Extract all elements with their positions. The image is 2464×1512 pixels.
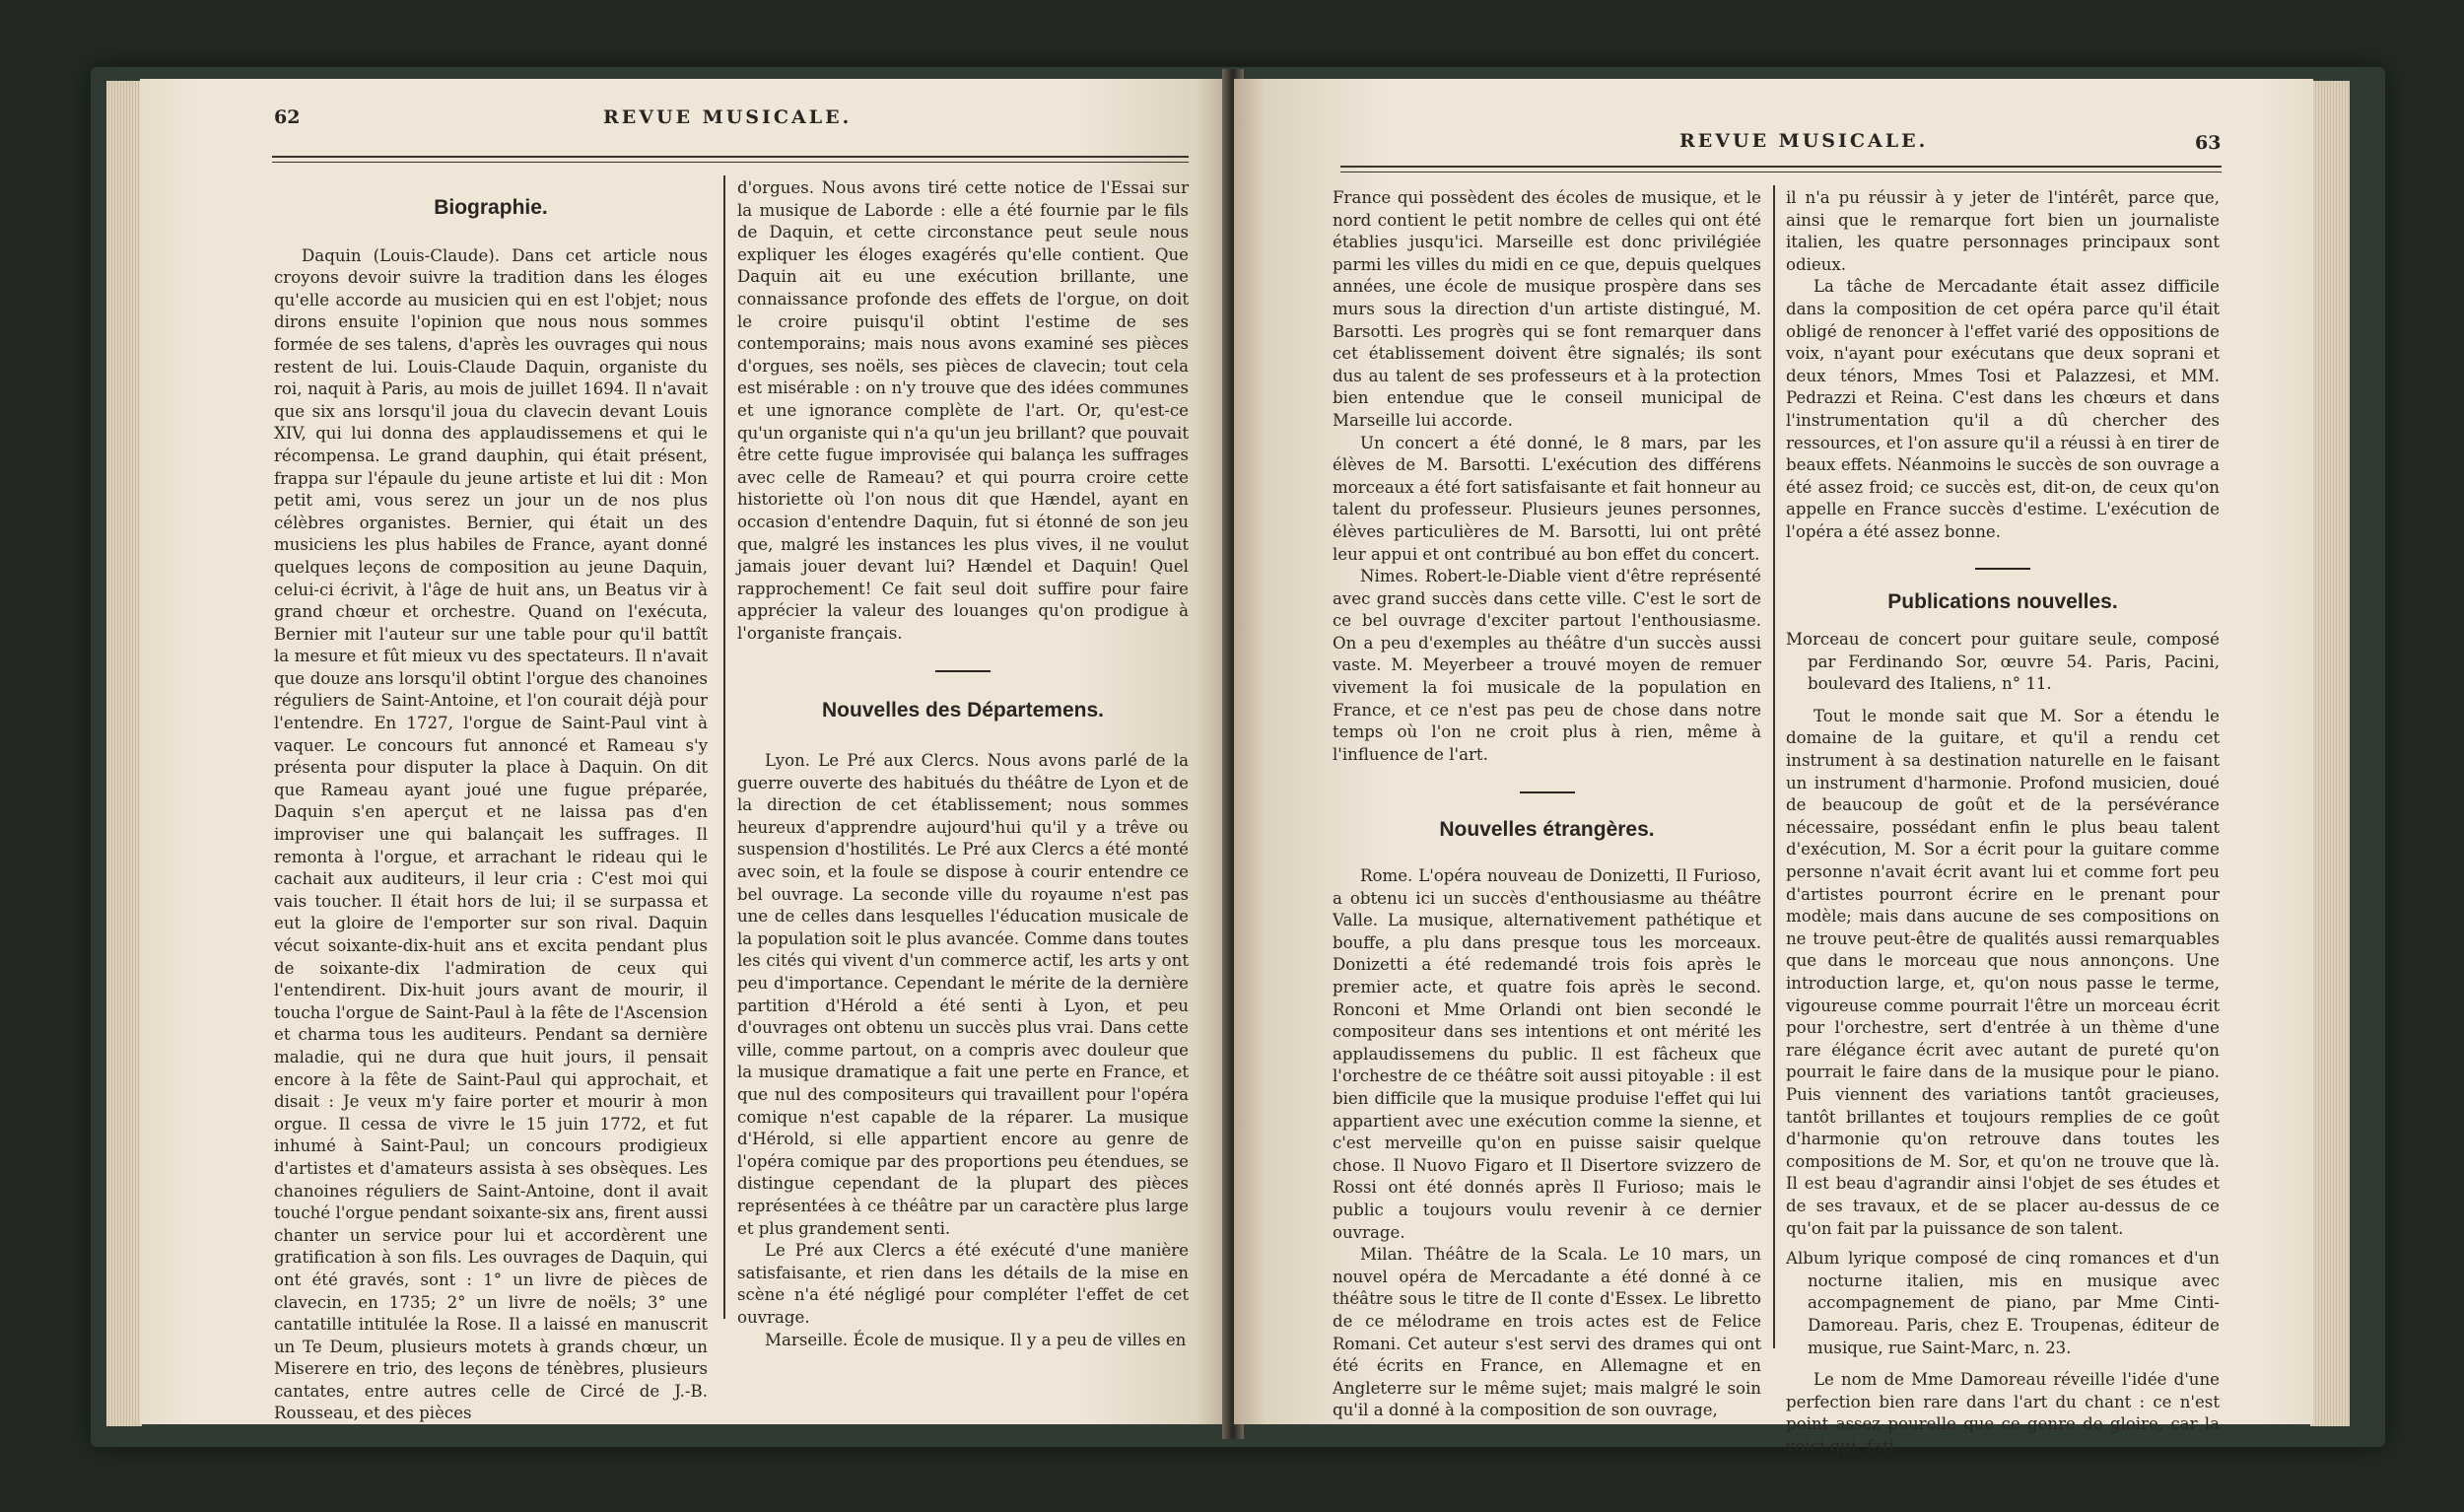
section-heading-etrangeres: Nouvelles étrangères. (1439, 818, 1655, 842)
article-paragraph: Marseille. École de musique. Il y a peu de villes en (765, 1330, 1187, 1349)
left-column-2 (737, 177, 1189, 1351)
article-paragraph: Lyon. Le Pré aux Clercs. Nous avons parlé de la guerre ouverte des habitués du théâtre de Lyon et de la direction de cet établissement; nous sommes heureux d'apprendre aujourd'hui qu'il y a trêve ou suspension d'hostilités. Le Pré aux Clercs a été monté avec soin, et la foule se dispose à courir entendre ce bel ouvrage. La seconde ville du royaume n'est pas une de celles dans lesquelles l'éducation musicale de la population soit le plus avancée. Comme dans toutes les cités qui vivent d'un commerce actif, les arts y ont peu d'importance. Cependant le mérite de la dernière partition d'Hérold a été senti à Lyon, et peu d'ouvrages ont obtenu un succès plus vrai. Dans cette ville, comme partout, on a compris avec douleur que la musique dramatique a fait une perte en France, et que nul des compositeurs qui travaillent pour l'opéra comique n'est capable de la réparer. La musique d'Hérold, si elle appartient encore au genre de l'opéra comique par des proportions peu étendues, se distingue cependant de la plupart des pièces représentées à ce théâtre par un caractère plus large et plus grandement senti. (737, 751, 1190, 1238)
publication-entry: Album lyrique composé de cinq romances et d'un nocturne italien, mis en musique avec accompagnement de piano, par Mme Cinti-Damoreau. Paris, chez E. Troupenas, éditeur de musique, rue Saint-Marc, n. 23. (1786, 1249, 2220, 1357)
article-paragraph: Tout le monde sait que M. Sor a étendu le domaine de la guitare, et qu'il a rendu cet instrument à sa destination naturelle en le faisant un instrument d'harmonie. Profond musicien, doué de beaucoup de goût et de la persévérance nécessaire, possédant enfin le plus beau talent d'exécution, M. Sor a écrit pour la guitare comme personne n'avait écrit avant lui et comme fort peu d'artistes pourront écrire en le prenant pour modèle; mais dans aucune de ses compositions on ne trouve peut-être de qualités aussi remarquables que dans le morceau que nous annonçons. Une introduction large, et, qu'on nous passe le terme, vigoureuse comme pourrait l'être un morceau écrit pour l'orchestre, sert d'entrée à un thème d'une rare élégance écrit avec autant de pureté qu'on pourrait le faire dans de la musique pour le piano. Puis viennent des variations tantôt gracieuses, tantôt brillantes et toujours remplies de ce goût d'harmonie qu'on retrouve dans toutes les compositions de M. Sor, et qu'on ne trouve que là. Il est beau d'agrandir ainsi l'objet de ses études et de ses travaux, et de se placer au-dessus de ce qu'on fait par la puissance de son talent. (1786, 706, 2220, 1238)
left-page (140, 79, 1229, 1424)
article-paragraph: Un concert a été donné, le 8 mars, par les élèves de M. Barsotti. L'exécution des différens morceaux a été fort satisfaisante et fait honneur au talent du professeur. Plusieurs jeunes personnes, élèves particulières de M. Barsotti, lui ont prêté leur appui et ont contribué au bon effet du concert. (1333, 433, 1761, 564)
column-rule (723, 175, 725, 1319)
right-column-2 (1786, 187, 2220, 1458)
column-rule (1773, 185, 1775, 1348)
article-paragraph: Le Pré aux Clercs a été exécuté d'une manière satisfaisante, et rien dans les détails de la mise en scène n'a été négligé pour compléter l'effet de cet ouvrage. (737, 1241, 1189, 1327)
running-head: REVUE MUSICALE. (603, 106, 853, 128)
section-separator (935, 670, 991, 672)
left-page-edges (106, 81, 142, 1426)
page-number: 62 (274, 106, 301, 128)
header-rule (272, 156, 1189, 163)
article-paragraph: Rome. L'opéra nouveau de Donizetti, Il Furioso, a obtenu ici un succès d'enthousiasme au théâtre Valle. La musique, alternativement pathétique et bouffe, a plu dans presque tous les morceaux. Donizetti a été redemandé trois fois après le premier acte, et quatre fois après le second. Ronconi et Mme Orlandi ont bien secondé le compositeur dans ses intentions et ont mérité les applaudissemens du public. Il est fâcheux que l'orchestre de ce théâtre soit aussi pitoyable : il est bien difficile que la musique produise l'effet qui lui appartient avec une exécution comme la sienne, et c'est merveille qu'on en puisse saisir quelque chose. Il Nuovo Figaro et Il Disertore svizzero de Rossi ont été donnés après Il Furioso; mais le public a toujours voulu revenir à ce dernier ouvrage. (1333, 866, 1761, 1242)
section-separator (1520, 791, 1575, 793)
right-page (1234, 79, 2313, 1456)
article-paragraph: La tâche de Mercadante était assez difficile dans la composition de cet opéra parce qu'il était obligé de renoncer à l'effet varié des oppositions de voix, n'ayant pour exécutans que deux soprani et deux ténors, Mmes Tosi et Palazzesi, et MM. Pedrazzi et Reina. C'est dans les chœurs et dans l'instrumentation qu'il a dû chercher des ressources, et l'on assure qu'il a réussi à en tirer de beaux effets. Néanmoins le succès de son ouvrage a été assez froid; ce succès est, dit-on, de ceux qu'on appelle en France succès d'estime. L'exécution de l'opéra a été assez bonne. (1786, 277, 2220, 541)
header-rule (1340, 166, 2222, 172)
page-number: 63 (2195, 132, 2222, 154)
running-head: REVUE MUSICALE. (1679, 130, 1929, 152)
section-heading-publications: Publications nouvelles. (1887, 589, 2118, 613)
article-paragraph: France qui possèdent des écoles de musique, et le nord contient le petit nombre de celles qui ont été établies jusqu'ici. Marseille est donc privilégiée parmi les villes du midi en ce que, depuis quelques années, une école de musique prospère dans ses murs sous la direction d'un artiste distingué, M. Barsotti. Les progrès qui se font remarquer dans cet établissement doivent être signalés; ils sont dus au talent de ses professeurs et à la protection bien entendue que le conseil municipal de Marseille lui accorde. (1333, 188, 1761, 430)
right-page-edges (2310, 81, 2350, 1426)
article-paragraph: d'orgues. Nous avons tiré cette notice de l'Essai sur la musique de Laborde : elle a été fournie par le fils de Daquin, et cette circonstance peut seule nous expliquer les éloges exagérés qu'elle contient. Que Daquin ait eu une exécution brillante, une connaissance profonde des effets de l'orgue, on doit le croire puisqu'il obtint l'estime de ses contemporains; mais nous avons examiné ses pièces d'orgues, ses noëls, ses pièces de clavecin; tout cela est misérable : on n'y trouve que des idées communes et une ignorance complète de l'art. Or, qu'est-ce qu'un organiste qui n'a qu'un jeu brillant? que pouvait être cette fugue improvisée qui balança les suffrages avec celle de Rameau? et qui pourra croire cette historiette où l'on nous dit que Hændel, ayant en occasion d'entendre Daquin, fut si étonné de son jeu que, malgré les instances les plus vives, il ne voulut jamais jouer devant lui? Hændel et Daquin! Quel rapprochement! Ce fait seul doit suffire pour faire apprécier la valeur des louanges qu'on prodigue à l'organiste français. (737, 178, 1189, 643)
article-paragraph: Daquin (Louis-Claude). Dans cet article nous croyons devoir suivre la tradition dans les éloges qu'elle accorde au musicien qui en est l'objet; nous dirons ensuite l'opinion que nous nous sommes formée de ses talens, d'après les ouvrages qui nous restent de lui. Louis-Claude Daquin, organiste du roi, naquit à Paris, au mois de juillet 1694. Il n'avait que six ans lorsqu'il joua du clavecin devant Louis XIV, qui lui donna des applaudissemens et qui le récompensa. Le grand dauphin, qui était présent, frappa sur l'épaule du jeune artiste et lui dit : Mon petit ami, vous serez un jour un de nos plus célèbres organistes. Bernier, qui était un des musiciens les plus habiles de France, ayant donné quelques leçons de composition au jeune Daquin, celui-ci écrivit, à l'âge de huit ans, un Beatus vir à grand chœur et orchestre. Quand on l'exécuta, Bernier mit l'auteur sur une table pour qu'il battît la mesure et fût mieux vu des spectateurs. Il n'avait que douze ans lorsqu'il obtint l'orgue des chanoines réguliers de Saint-Antoine, et l'on courait déjà pour l'entendre. En 1727, l'orgue de Saint-Paul vint à vaquer. Le concours fut annoncé et Rameau s'y présenta pour disputer la place à Daquin. On dit que Rameau ayant joué une fugue préparée, Daquin s'en aperçut et ne laissa pas d'en improviser une qui balançait les suffrages. Il remonta à l'orgue, et arrachant le rideau qui le cachait aux auditeurs, il leur cria : C'est moi qui vais toucher. Il était hors de lui; il se surpassa et eut la gloire de l'emporter sur son rival. Daquin vécut soixante-dix-huit ans et excita pendant plus de soixante-dix l'admiration de ceux qui l'entendirent. Dix-huit jours avant de mourir, il toucha l'orgue de Saint-Paul à la fête de l'Ascension et charma tous les auditeurs. Pendant sa dernière maladie, qui ne dura que huit jours, il pensait encore à la fête de Saint-Paul qui approchait, et disait : Je veux m'y faire porter et mourir à mon orgue. Il cessa de vivre le 15 juin 1772, et fut inhumé à Saint-Paul; un concours prodigieux d'artistes et d'amateurs assista à ses obsèques. Les chanoines réguliers de Saint-Antoine, dont il avait touché l'orgue pendant soixante-six ans, firent aussi chanter un service pour lui et accordèrent une gratification à son fils. Les ouvrages de Daquin, qui ont été gravés, sont : 1° un livre de pièces de clavecin, en 1735; 2° un livre de noëls; 3° une cantatille intitulée la Rose. Il a laissé en manuscrit un Te Deum, plusieurs motets à grands chœur, un Miserere en trio, des leçons de ténèbres, plusieurs cantates, entre autres celle de Circé de J.-B. Rousseau, et des pièces (274, 245, 708, 1423)
article-paragraph: il n'a pu réussir à y jeter de l'intérêt, parce que, ainsi que le remarque fort bien un journaliste italien, les quatre personnages principaux sont odieux. (1786, 188, 2220, 274)
right-column-1 (1333, 187, 1761, 1422)
article-paragraph: Nimes. Robert-le-Diable vient d'être représenté avec grand succès dans cette ville. C'est le sort de ce bel ouvrage d'exciter partout l'enthousiasme. On a peu d'exemples au théâtre d'un succès aussi vaste. M. Meyerbeer a trouvé moyen de remuer vivement la foi musicale de la population en France, et ce n'est pas peu de chose dans notre temps où l'on ne croit plus à rien, même à l'influence de l'art. (1333, 567, 1761, 764)
article-paragraph: Le nom de Mme Damoreau réveille l'idée d'une perfection bien rare dans l'art du chant : ce n'est point assez pourelle que ce genre de gloire, car la voici qui, fati- (1786, 1370, 2220, 1456)
section-heading-departemens: Nouvelles des Départemens. (822, 699, 1104, 722)
section-separator (1975, 568, 2030, 570)
section-heading-biographie: Biographie. (434, 196, 548, 219)
publication-entry: Morceau de concert pour guitare seule, composé par Ferdinando Sor, œuvre 54. Paris, Pacini, boulevard des Italiens, n° 11. (1786, 630, 2220, 694)
left-column-1 (274, 185, 708, 1425)
article-paragraph: Milan. Théâtre de la Scala. Le 10 mars, un nouvel opéra de Mercadante a été donné à ce théâtre sous le titre de Il conte d'Essex. Le libretto de ce mélodrame en trois actes est de Felice Romani. Cet auteur s'est servi des drames qui ont été écrits en France, en Allemagne et en Angleterre sur le même sujet; mais malgré le soin qu'il a donné à la composition de son ouvrage, (1333, 1245, 1761, 1420)
